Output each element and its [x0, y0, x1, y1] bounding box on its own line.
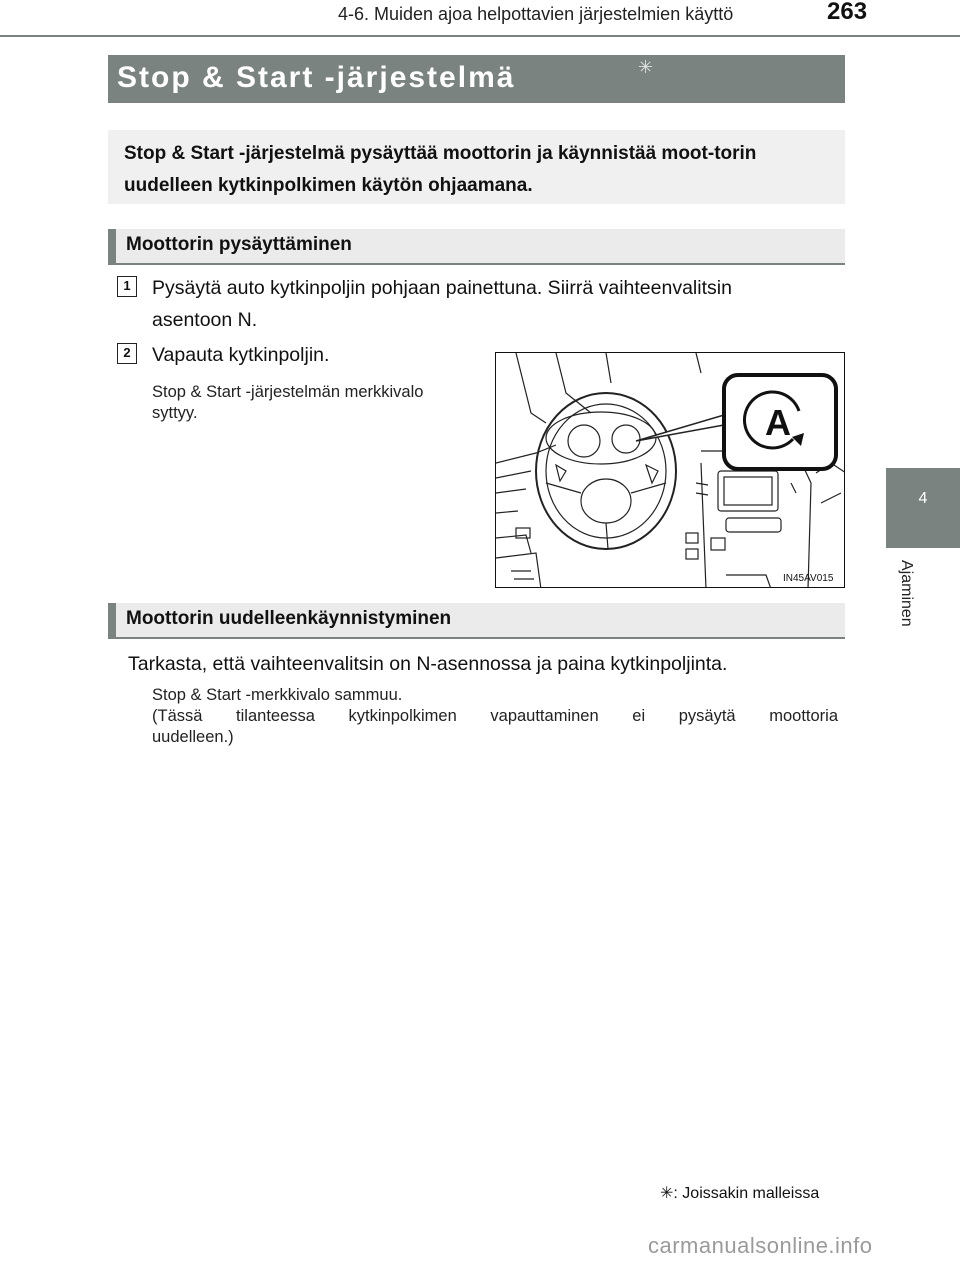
step-2-note-line-1: Stop & Start -järjestelmän merkkivalo: [152, 383, 424, 401]
step-number-1: 1: [117, 276, 137, 297]
page-number: 263: [827, 0, 868, 25]
step-2-note: [152, 382, 487, 424]
intro-text: [124, 138, 834, 202]
step-2-note-line-2: syttyy.: [152, 404, 198, 422]
figure-code: IN45AV015: [783, 573, 834, 584]
page-title: Stop & Start -järjestelmä: [117, 61, 516, 94]
step-1-line-2: asentoon N.: [152, 309, 258, 331]
chapter-title: 4-6. Muiden ajoa helpottavien järjestelmien käyttö: [338, 4, 734, 24]
section-title-bar: [108, 55, 845, 103]
intro-box: [108, 130, 845, 204]
chapter-tab-label-text: Ajaminen: [898, 560, 915, 627]
step-2-text: Vapauta kytkinpoljin.: [152, 344, 330, 366]
subheading-stopping-text: Moottorin pysäyttäminen: [126, 234, 352, 255]
subheading-restart-text: Moottorin uudelleenkäynnistyminen: [126, 608, 452, 629]
footnote-asterisk-icon: ✳: [660, 1185, 674, 1202]
step-1-text: [152, 272, 842, 336]
title-asterisk-icon: ✳: [638, 57, 654, 77]
dashboard-illustration: [495, 352, 845, 588]
restart-note-line-1: Stop & Start -merkkivalo sammuu.: [152, 686, 403, 704]
subheading-restart: [108, 603, 845, 639]
footnote-text: : Joissakin malleissa: [673, 1185, 820, 1202]
subheading-stopping: [108, 229, 845, 265]
restart-instruction: Tarkasta, että vaihteenvalitsin on N-asennossa ja paina kytkinpoljinta.: [128, 653, 728, 675]
intro-line: Stop & Start -järjestelmä pysäyttää moottorin ja käynnistää moot-torin uudelleen kytkinpolkimen käytön ohjaamana.: [124, 143, 757, 196]
step-1-line-1: Pysäytä auto kytkinpoljin pohjaan painettuna. Siirrä vaihteenvalitsin: [152, 277, 732, 299]
page-header: [0, 0, 960, 38]
restart-note-line-3: uudelleen.): [152, 728, 234, 746]
header-divider: [0, 35, 960, 37]
restart-note: [152, 685, 842, 748]
callout-label: A: [765, 402, 791, 443]
watermark: carmanualsonline.info: [648, 1233, 873, 1258]
dashboard-drawing: [496, 353, 845, 588]
chapter-tab-label: [893, 560, 917, 650]
step-number-2: 2: [117, 343, 137, 364]
chapter-tab: [886, 468, 960, 548]
chapter-tab-number: 4: [918, 490, 928, 507]
footnote: [660, 1183, 819, 1203]
restart-note-line-2: (Tässä tilanteessa kytkinpolkimen vapauttaminen ei pysäytä moottoria: [152, 707, 838, 725]
